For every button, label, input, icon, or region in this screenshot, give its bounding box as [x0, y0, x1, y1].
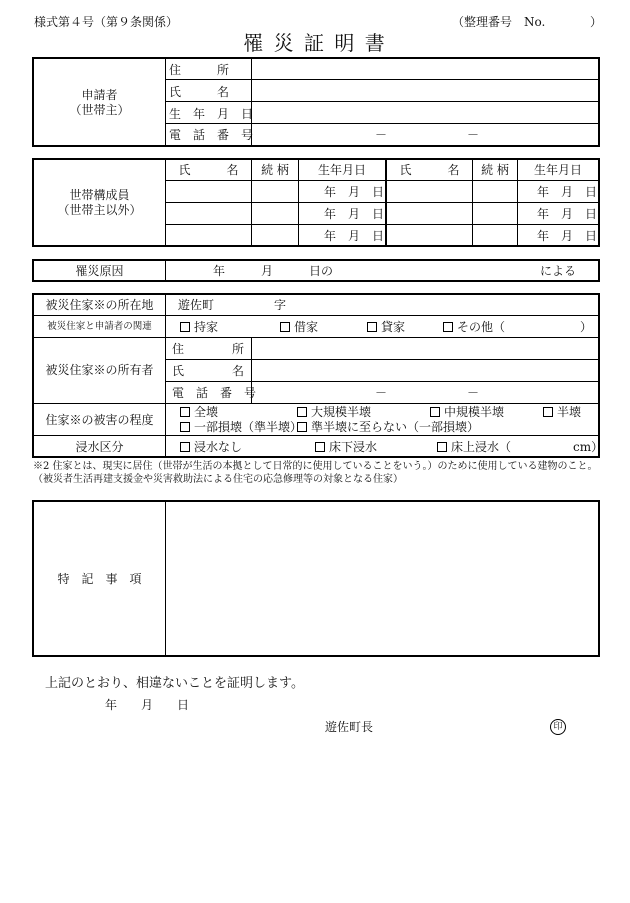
damage-total-checkbox[interactable]: 全壊: [180, 406, 218, 418]
applicant-address-field[interactable]: [253, 59, 598, 79]
mayor-label: 遊佐町長: [325, 720, 374, 734]
relation-lease-checkbox[interactable]: 貸家: [367, 321, 405, 333]
applicant-phone-dash-2: －: [467, 128, 480, 142]
issue-date[interactable]: 年 月 日: [105, 698, 190, 712]
checkbox-icon: [180, 322, 190, 332]
checkbox-icon: [367, 322, 377, 332]
member-date: 年 月 日: [324, 185, 385, 199]
col-header-birthdate-2: 生年月日: [533, 163, 582, 177]
checkbox-icon: [180, 422, 190, 432]
checkbox-icon: [430, 407, 440, 417]
damage-half-checkbox[interactable]: 半壊: [543, 406, 581, 418]
owner-phone-dash-2: －: [467, 386, 480, 400]
col-header-birthdate-1: 生年月日: [317, 163, 366, 177]
owner-name-label: 氏 名: [172, 364, 245, 378]
applicant-phone-dash-1: －: [375, 128, 388, 142]
applicant-address-label: 住 所: [169, 63, 230, 77]
relation-label: 被災住家と申請者の関連: [47, 321, 152, 332]
form-number: 様式第４号（第９条関係）: [34, 15, 179, 29]
member-date: 年 月 日: [324, 207, 385, 221]
damage-minor-checkbox[interactable]: 準半壊に至らない（一部損壊）: [297, 421, 479, 433]
applicant-phone-field[interactable]: [253, 124, 598, 145]
owner-phone-field[interactable]: [253, 382, 598, 403]
owner-name-field[interactable]: [253, 360, 598, 381]
checkbox-icon: [437, 442, 447, 452]
relation-other-close: ）: [580, 320, 593, 334]
member-date: 年 月 日: [324, 229, 385, 243]
applicant-label: 申請者: [81, 88, 118, 102]
applicant-name-field[interactable]: [253, 80, 598, 101]
checkbox-icon: [180, 407, 190, 417]
cause-date[interactable]: 年 月 日の: [213, 264, 334, 278]
damage-partial-checkbox[interactable]: 一部損壊（準半壊）: [180, 421, 302, 433]
ref-number-close: ）: [590, 15, 603, 29]
page-title: 罹 災 証 明 書: [243, 31, 387, 55]
owner-phone-dash-1: －: [375, 386, 388, 400]
col-header-name-1: 氏 名: [178, 163, 239, 177]
member-date: 年 月 日: [537, 185, 598, 199]
note-text: ※2 住家とは、現実に居住（世帯が生活の本拠として日常的に使用していることをいう。）のために使用している建物のこと。（被災者生活再建支援金や災害救助法による住宅の応急修理等の対象となる住家）: [33, 461, 598, 485]
owner-phone-label: 電 話 番 号: [172, 386, 257, 400]
relation-rent-checkbox[interactable]: 借家: [280, 321, 318, 333]
checkbox-icon: [443, 322, 453, 332]
remarks-field[interactable]: [167, 502, 598, 655]
seal-icon: 印: [550, 719, 566, 735]
owner-address-field[interactable]: [253, 338, 598, 359]
members-label: 世帯構成員: [69, 188, 130, 202]
damage-medium-half-checkbox[interactable]: 中規模半壊: [430, 406, 504, 418]
relation-other-checkbox[interactable]: その他（: [443, 321, 505, 333]
damage-large-half-checkbox[interactable]: 大規模半壊: [297, 406, 371, 418]
applicant-birthdate-field[interactable]: [253, 102, 598, 123]
location-label: 被災住家※の所在地: [45, 298, 154, 312]
col-header-relation-2: 続 柄: [481, 163, 509, 177]
ref-number-label: （整理番号 No.: [452, 15, 546, 29]
checkbox-icon: [543, 407, 553, 417]
flood-unit: cm）: [573, 440, 604, 454]
member-date: 年 月 日: [537, 207, 598, 221]
checkbox-icon: [297, 407, 307, 417]
certify-text: 上記のとおり、相違ないことを証明します。: [45, 676, 304, 691]
damage-label: 住家※の被害の程度: [45, 413, 154, 427]
checkbox-icon: [297, 422, 307, 432]
cause-label: 罹災原因: [75, 264, 124, 278]
checkbox-icon: [180, 442, 190, 452]
remarks-label: 特 記 事 項: [57, 572, 142, 586]
checkbox-icon: [315, 442, 325, 452]
flood-below-floor-checkbox[interactable]: 床下浸水: [315, 441, 377, 453]
owner-address-label: 住 所: [172, 342, 245, 356]
flood-label: 浸水区分: [75, 440, 124, 454]
flood-above-floor-checkbox[interactable]: 床上浸水（: [437, 441, 511, 453]
applicant-sub-label: （世帯主）: [69, 103, 130, 117]
relation-own-checkbox[interactable]: 持家: [180, 321, 218, 333]
cause-suffix: による: [540, 264, 577, 278]
applicant-name-label: 氏 名: [169, 85, 230, 99]
applicant-phone-label: 電 話 番 号: [169, 128, 254, 142]
flood-none-checkbox[interactable]: 浸水なし: [180, 441, 242, 453]
col-header-relation-1: 続 柄: [261, 163, 289, 177]
col-header-name-2: 氏 名: [399, 163, 460, 177]
location-value[interactable]: 遊佐町 字: [178, 298, 287, 312]
applicant-birthdate-label: 生 年 月 日: [169, 107, 254, 121]
owner-label: 被災住家※の所有者: [45, 363, 154, 377]
checkbox-icon: [280, 322, 290, 332]
member-date: 年 月 日: [537, 229, 598, 243]
members-sub-label: （世帯主以外）: [57, 203, 142, 217]
